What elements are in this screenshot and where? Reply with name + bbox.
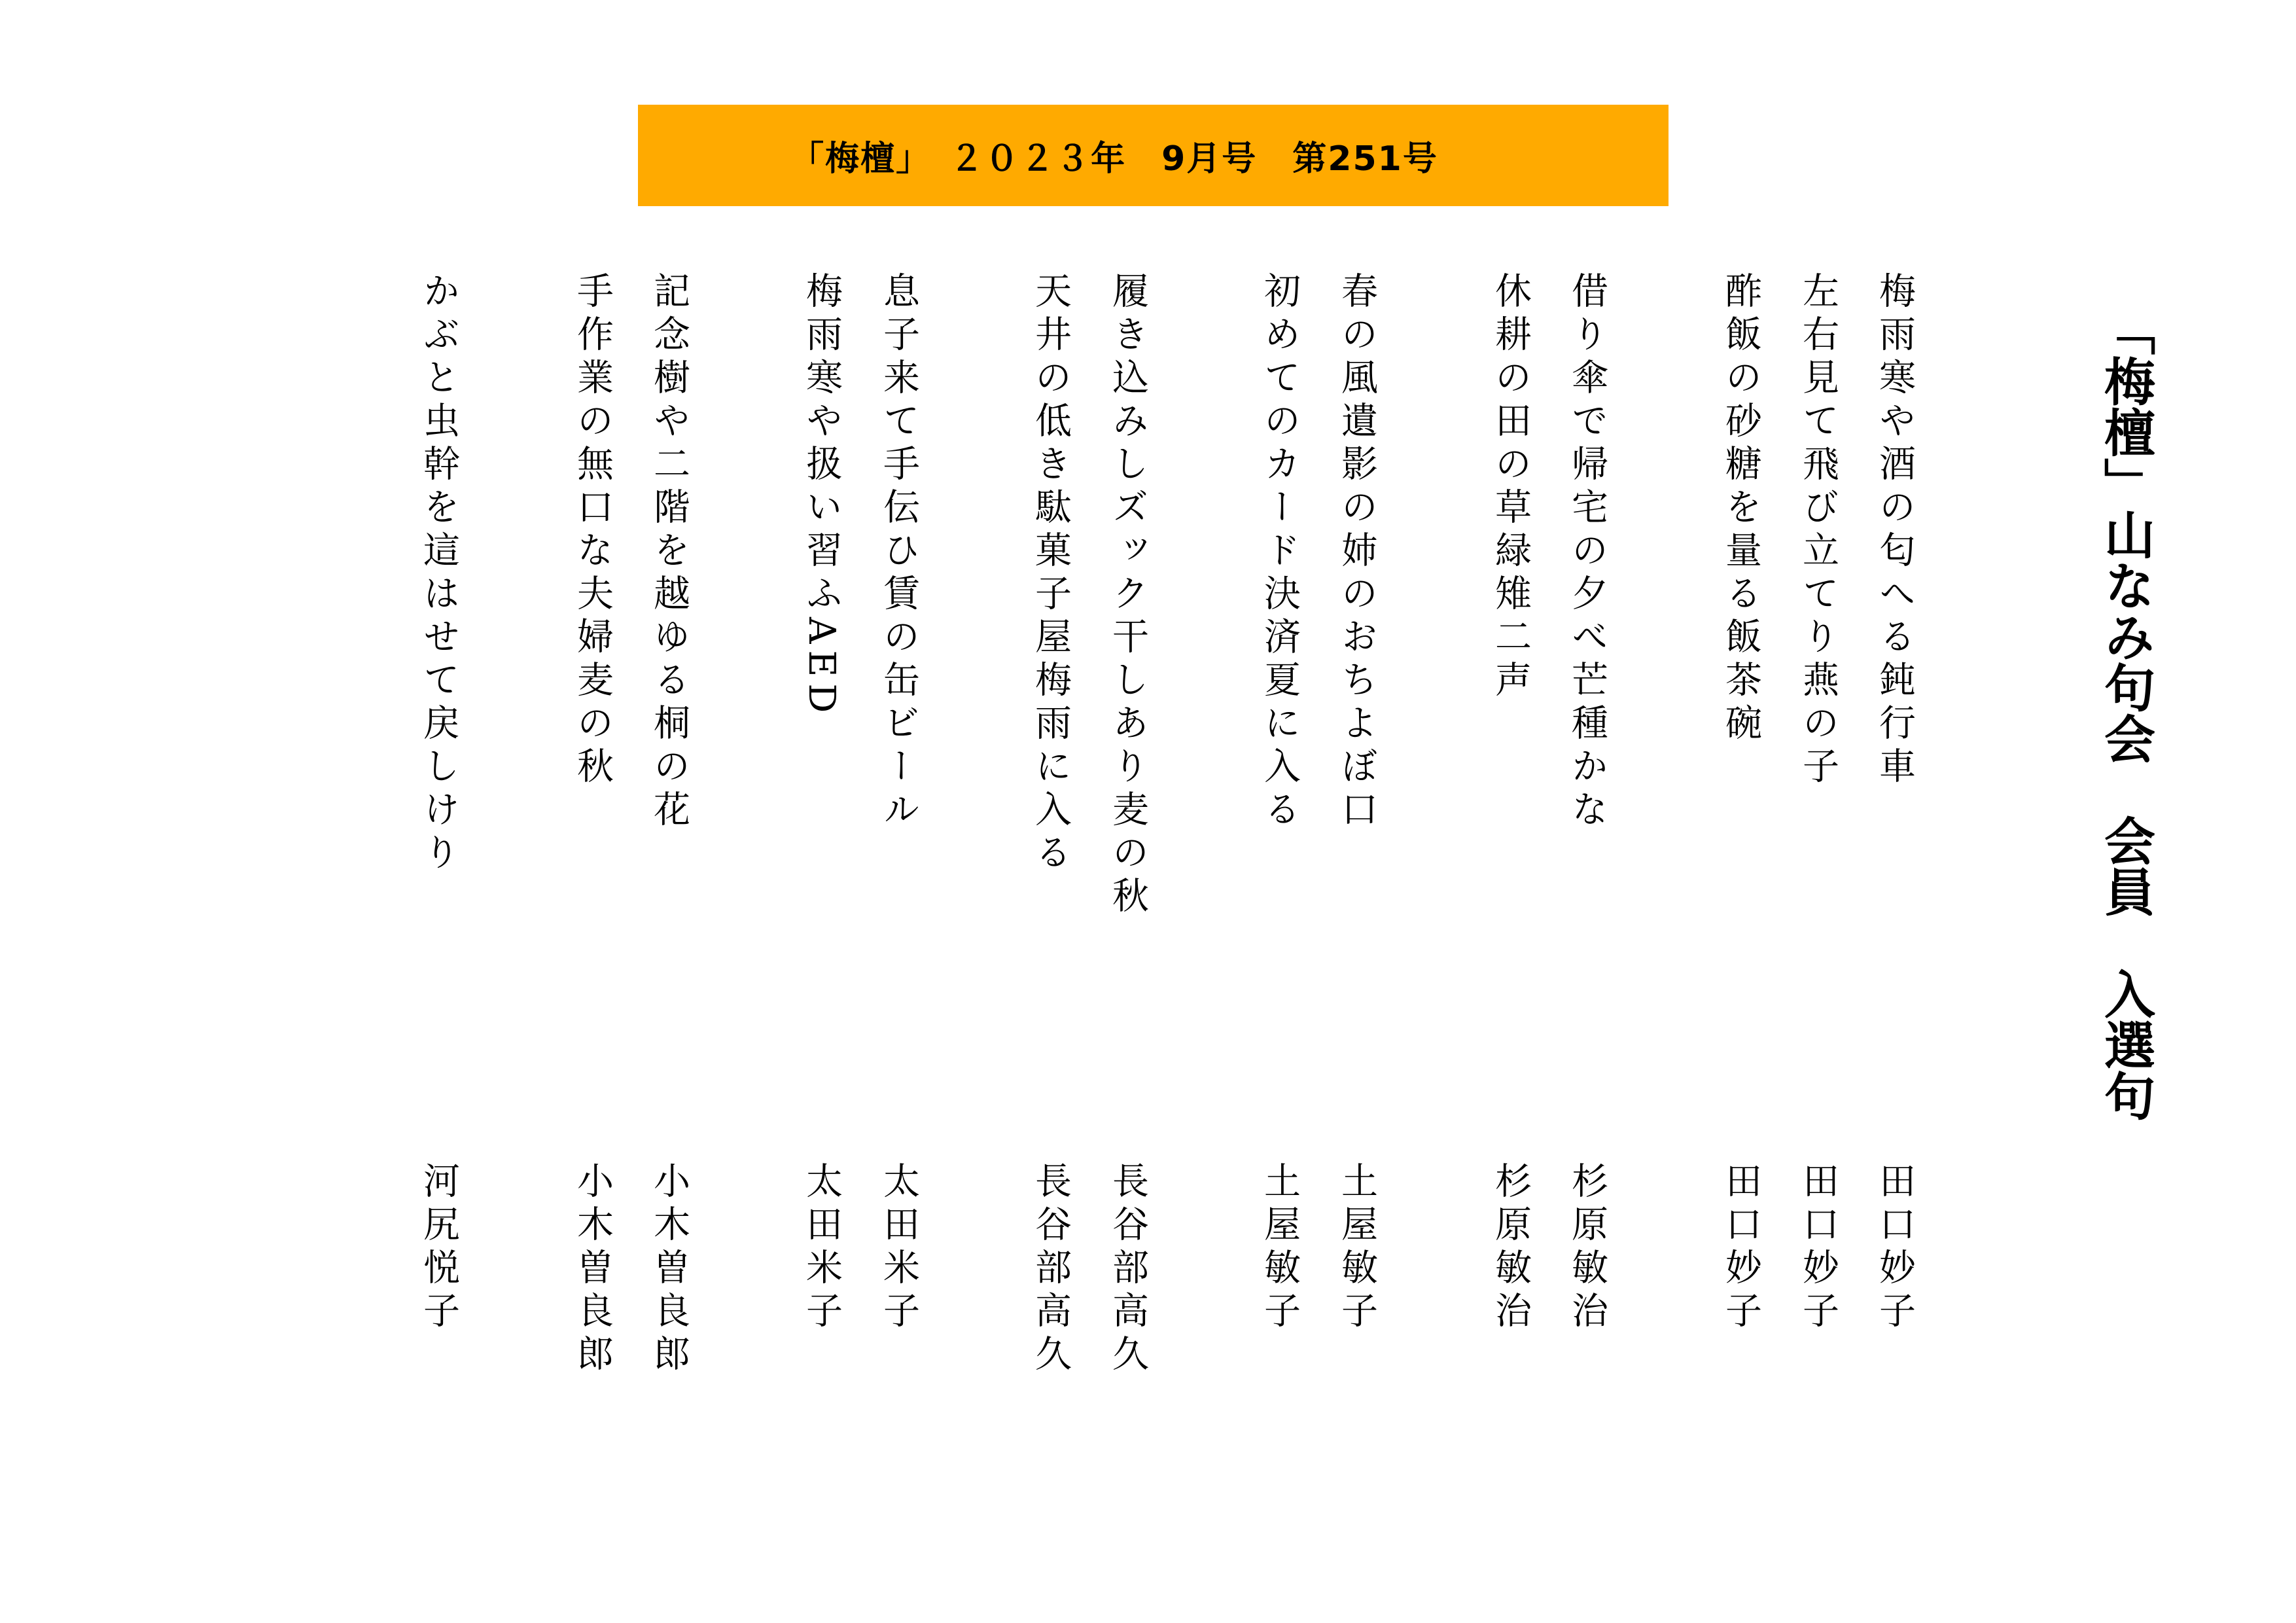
haiku-text: 手作業の無口な夫婦麦の秋 [571, 272, 614, 790]
haiku-author: 土屋敏子 [1335, 1162, 1378, 1334]
haiku-author: 杉原敏治 [1489, 1162, 1532, 1334]
haiku-text: 春の風遺影の姉のおちよぼ口 [1335, 272, 1378, 833]
haiku-text: かぶと虫幹を這はせて戻しけり [417, 272, 460, 876]
issue-header-text: 「梅檀」 ２０２３年 9月号 第251号 [790, 139, 1438, 179]
haiku-author: 太田米子 [877, 1162, 920, 1334]
haiku-author: 土屋敏子 [1258, 1162, 1301, 1334]
haiku-text: 天井の低き駄菓子屋梅雨に入る [1029, 272, 1072, 876]
issue-header-banner [638, 105, 1669, 206]
haiku-author: 長谷部高久 [1106, 1162, 1149, 1378]
haiku-text: 初めてのカード決済夏に入る [1258, 272, 1301, 833]
haiku-author: 杉原敏治 [1566, 1162, 1608, 1334]
haiku-author: 田口妙子 [1720, 1162, 1762, 1334]
haiku-text: 左右見て飛び立てり燕の子 [1797, 272, 1839, 790]
haiku-text: 休耕の田の草緑雉二声 [1489, 272, 1532, 704]
haiku-author: 河尻悦子 [417, 1162, 460, 1334]
haiku-author: 小木曽良郎 [648, 1162, 690, 1378]
haiku-author: 小木曽良郎 [571, 1162, 614, 1378]
haiku-author: 太田米子 [800, 1162, 843, 1334]
haiku-text: 息子来て手伝ひ賃の缶ビール [877, 272, 920, 833]
haiku-text: 梅雨寒や酒の匂へる鈍行車 [1873, 272, 1916, 790]
haiku-text: 履き込みしズック干しあり麦の秋 [1106, 272, 1149, 919]
haiku-text: 借り傘で帰宅の夕べ芒種かな [1566, 272, 1608, 833]
haiku-text: 記念樹や二階を越ゆる桐の花 [648, 272, 690, 833]
haiku-author: 田口妙子 [1873, 1162, 1916, 1334]
haiku-author: 田口妙子 [1797, 1162, 1839, 1334]
haiku-author: 長谷部高久 [1029, 1162, 1072, 1378]
haiku-text: 梅雨寒や扱い習ふAED [800, 272, 843, 720]
page-title: 「梅檀」山なみ句会 会員 入選句 [2096, 304, 2155, 1121]
haiku-text: 酢飯の砂糖を量る飯茶碗 [1720, 272, 1762, 747]
